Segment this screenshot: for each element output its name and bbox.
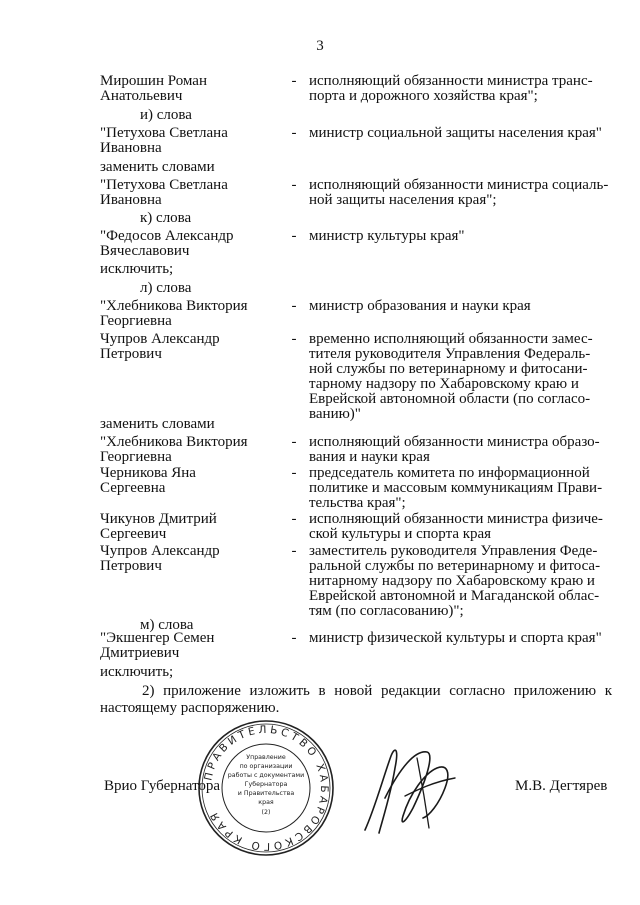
person-role: исполняющий обязанности министра физиче- ской культуры и спорта края bbox=[309, 511, 603, 542]
dash-separator: - bbox=[291, 511, 297, 527]
person-name: Черникова Яна Сергеевна bbox=[100, 465, 196, 496]
person-name: "Экшенгер Семен Дмитриевич bbox=[100, 630, 215, 661]
person-role: министр образования и науки края bbox=[309, 298, 531, 314]
dash-separator: - bbox=[291, 465, 297, 481]
person-role: министр культуры края" bbox=[309, 228, 465, 244]
person-name: Мирошин Роман Анатольевич bbox=[100, 73, 207, 104]
instruction-text: заменить словами bbox=[100, 159, 215, 175]
dash-separator: - bbox=[291, 298, 297, 314]
stamp-inner-line: и Правительства bbox=[237, 790, 295, 797]
subitem-label: м) слова bbox=[140, 617, 194, 633]
signatory-name: М.В. Дегтярев bbox=[515, 778, 608, 794]
subitem-label: и) слова bbox=[140, 107, 192, 123]
person-name: "Петухова Светлана Ивановна bbox=[100, 125, 228, 156]
instruction-text: исключить; bbox=[100, 664, 174, 680]
person-role: исполняющий обязанности министра образо- вания и науки края bbox=[309, 434, 600, 465]
stamp-inner-line: (2) bbox=[261, 809, 271, 816]
handwritten-signature bbox=[355, 738, 470, 838]
dash-separator: - bbox=[291, 125, 297, 141]
person-role: заместитель руководителя Управления Феде- ральной службы по ветеринарному и фитоса- нитарному надзору по Хабаровскому краю и Еврейской автономной и Магаданской облас- тям (по согласованию)"; bbox=[309, 543, 601, 619]
signatory-position: Врио Губернатора bbox=[104, 778, 221, 794]
person-name: "Хлебникова Виктория Георгиевна bbox=[100, 298, 248, 329]
person-name: "Хлебникова Виктория Георгиевна bbox=[100, 434, 248, 465]
person-role: временно исполняющий обязанности замес- тителя руководителя Управления Федераль- ной службы по ветеринарному и фитосани- тарному надзору по Хабаровскому краю и Еврейской автономной области (по согласо- ванию)" bbox=[309, 331, 593, 422]
instruction-text: заменить словами bbox=[100, 416, 215, 432]
person-name: "Петухова Светлана Ивановна bbox=[100, 177, 228, 208]
instruction-text: исключить; bbox=[100, 261, 174, 277]
dash-separator: - bbox=[291, 228, 297, 244]
stamp-inner-line: по организации bbox=[239, 763, 293, 770]
dash-separator: - bbox=[291, 177, 297, 193]
stamp-inner-line: края bbox=[258, 799, 274, 806]
person-name: Чупров Александр Петрович bbox=[100, 331, 220, 362]
stamp-inner-line: Губернатора bbox=[244, 781, 288, 788]
person-name: Чикунов Дмитрий Сергеевич bbox=[100, 511, 217, 542]
paragraph-2: 2) приложение изложить в новой редакции согласно приложению к настоящему распоряжению. bbox=[100, 683, 612, 716]
person-role: председатель комитета по информационной политике и массовым коммуникациям Прави- тельства края"; bbox=[309, 465, 603, 511]
person-name: "Федосов Александр Вячеславович bbox=[100, 228, 234, 259]
subitem-label: л) слова bbox=[140, 280, 192, 296]
page-number: 3 bbox=[316, 38, 324, 54]
dash-separator: - bbox=[291, 73, 297, 89]
stamp-inner-line: работы с документами bbox=[227, 772, 305, 779]
dash-separator: - bbox=[291, 543, 297, 559]
stamp-inner-line: Управление bbox=[246, 754, 286, 761]
person-role: исполняющий обязанности министра транс- порта и дорожного хозяйства края"; bbox=[309, 73, 593, 104]
official-stamp bbox=[196, 718, 336, 858]
person-role: исполняющий обязанности министра социаль- ной защиты населения края"; bbox=[309, 177, 609, 208]
stamp-ring-text: ПРАВИТЕЛЬСТВО ХАБАРОВСКОГО КРАЯ bbox=[202, 723, 331, 853]
subitem-label: к) слова bbox=[140, 210, 192, 226]
dash-separator: - bbox=[291, 434, 297, 450]
person-role: министр социальной защиты населения края" bbox=[309, 125, 602, 141]
dash-separator: - bbox=[291, 630, 297, 646]
person-name: Чупров Александр Петрович bbox=[100, 543, 220, 574]
person-role: министр физической культуры и спорта края" bbox=[309, 630, 602, 646]
dash-separator: - bbox=[291, 331, 297, 347]
